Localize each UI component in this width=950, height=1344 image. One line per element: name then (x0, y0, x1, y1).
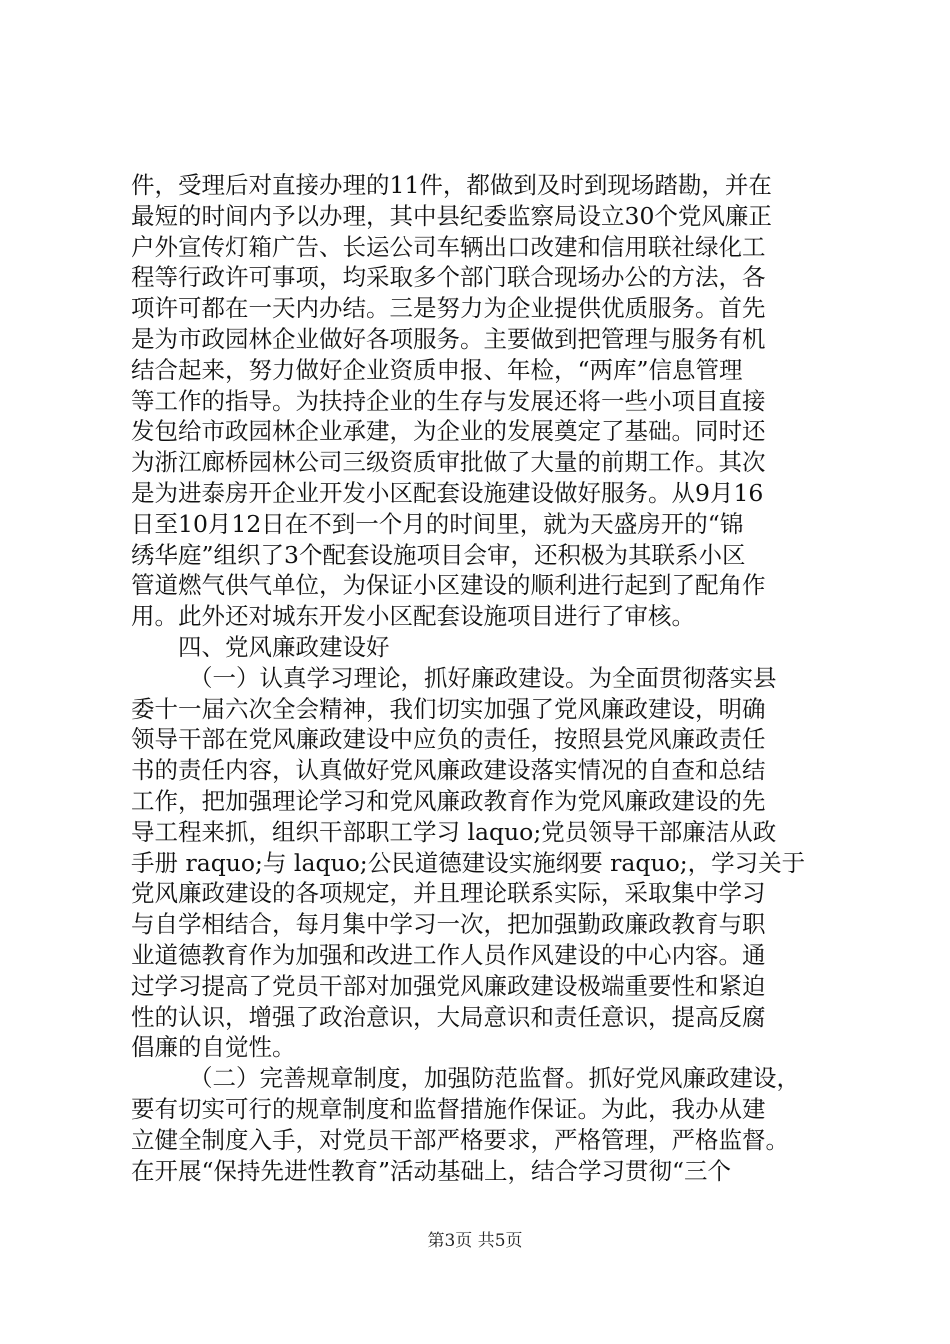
text-line: 结合起来，努力做好企业资质申报、年检，“两库”信息管理 (131, 355, 743, 384)
text-line: 手册 raquo;与 laquo;公民道德建设实施纲要 raquo;，学习关于 (131, 848, 806, 877)
text-line: 件，受理后对直接办理的11件，都做到及时到现场踏勘，并在 (131, 171, 772, 199)
text-line: 委十一届六次全会精神，我们切实加强了党风廉政建设，明确 (131, 694, 766, 723)
text-line: 用。此外还对城东开发小区配套设施项目进行了审核。 (131, 602, 695, 631)
paragraph-start-line: （二）完善规章制度，加强防范监督。抓好党风廉政建设， (189, 1064, 800, 1093)
text-line: 在开展“保持先进性教育”活动基础上，结合学习贯彻“三个 (131, 1156, 732, 1185)
document-body (131, 170, 833, 1186)
text-line: 程等行政许可事项，均采取多个部门联合现场办公的方法，各 (131, 263, 766, 292)
text-line: 绣华庭”组织了3个配套设施项目会审，还积极为其联系小区 (131, 540, 746, 569)
text-line: 日至10月12日在不到一个月的时间里，就为天盛房开的“锦 (131, 509, 744, 538)
text-line: 最短的时间内予以办理，其中县纪委监察局设立30个党风廉正 (131, 201, 772, 230)
text-line: 工作，把加强理论学习和党风廉政教育作为党风廉政建设的先 (131, 786, 766, 815)
text-line: 为浙江廊桥园林公司三级资质审批做了大量的前期工作。其次 (131, 448, 766, 477)
text-line: 领导干部在党风廉政建设中应负的责任，按照县党风廉政责任 (131, 725, 766, 754)
text-line: 户外宣传灯箱广告、长运公司车辆出口改建和信用联社绿化工 (131, 232, 766, 261)
text-line: 立健全制度入手，对党员干部严格要求，严格管理，严格监督。 (131, 1125, 789, 1154)
text-line: 导工程来抓，组织干部职工学习 laquo;党员领导干部廉洁从政 (131, 817, 777, 846)
text-line: 书的责任内容，认真做好党风廉政建设落实情况的自查和总结 (131, 756, 766, 785)
text-line: 过学习提高了党员干部对加强党风廉政建设极端重要性和紧迫 (131, 971, 766, 1000)
page-number-footer: 第3页 共5页 (427, 1231, 523, 1251)
text-line: 等工作的指导。为扶持企业的生存与发展还将一些小项目直接 (131, 386, 766, 415)
text-line: 发包给市政园林企业承建，为企业的发展奠定了基础。同时还 (131, 417, 766, 446)
text-line: 要有切实可行的规章制度和监督措施作保证。为此，我办从建 (131, 1094, 766, 1123)
text-line: 管道燃气供气单位，为保证小区建设的顺利进行起到了配角作 (131, 571, 766, 600)
text-line: 是为市政园林企业做好各项服务。主要做到把管理与服务有机 (131, 324, 766, 353)
text-line: 项许可都在一天内办结。三是努力为企业提供优质服务。首先 (131, 294, 766, 323)
text-line: 性的认识，增强了政治意识，大局意识和责任意识，提高反腐 (131, 1002, 766, 1031)
text-line: 倡廉的自觉性。 (131, 1033, 296, 1062)
text-line: 业道德教育作为加强和改进工作人员作风建设的中心内容。通 (131, 940, 766, 969)
text-line: 与自学相结合，每月集中学习一次，把加强勤政廉政教育与职 (131, 910, 766, 939)
paragraph-start-line: （一）认真学习理论，抓好廉政建设。为全面贯彻落实县 (189, 663, 777, 692)
section-heading: 四、党风廉政建设好 (178, 632, 390, 661)
text-line: 是为进泰房开企业开发小区配套设施建设做好服务。从9月16 (131, 478, 764, 507)
text-line: 党风廉政建设的各项规定，并且理论联系实际，采取集中学习 (131, 879, 766, 908)
